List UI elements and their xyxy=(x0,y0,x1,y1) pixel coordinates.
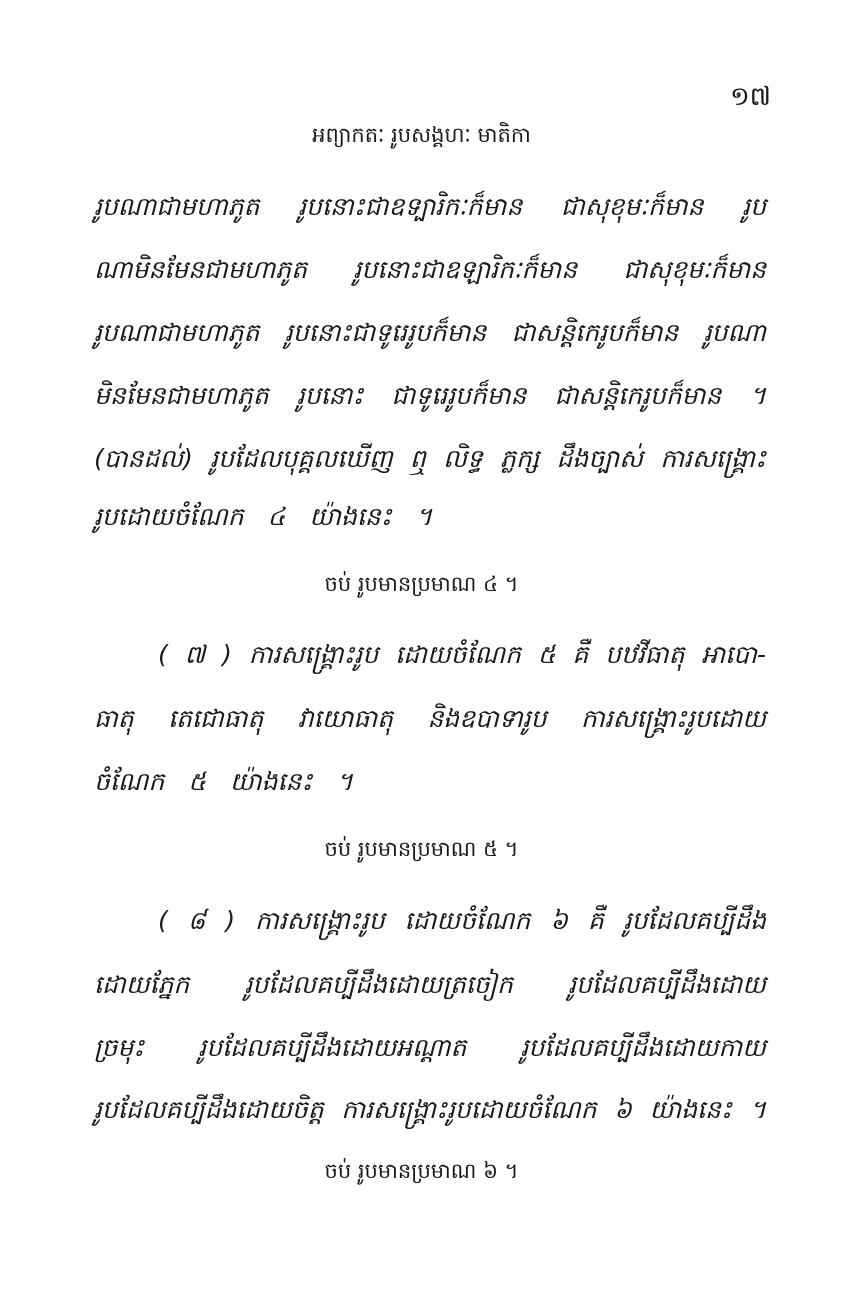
word: ជាសុខុមៈក៏មាន xyxy=(623,255,766,284)
paragraph-line xyxy=(94,381,766,417)
word: ) xyxy=(225,906,236,935)
word: ( xyxy=(158,906,168,935)
word: និងឧបាទារូប xyxy=(427,704,547,733)
word: រូបនោះជាទូរេរូបក៏មាន xyxy=(284,318,487,347)
word: រូប xyxy=(742,192,766,221)
word: លិទ្ធ xyxy=(443,444,483,473)
word: ចំណែក xyxy=(94,767,165,796)
word: យ៉ាងនេះ xyxy=(229,767,313,796)
word: ណាមិនមែនជាមហាភូត xyxy=(94,255,308,284)
paragraph-line xyxy=(94,192,766,228)
paragraph-line xyxy=(94,767,766,803)
word: ៧ xyxy=(184,640,206,669)
word: ឮ xyxy=(409,444,426,473)
word: យ៉ាងនេះ xyxy=(309,502,392,531)
word: រូបដែលគប្បីដឹងដោយចិត្ត xyxy=(94,1095,324,1124)
word: មិនមែនជាមហាភូត xyxy=(94,381,269,410)
word: វាយោធាតុ xyxy=(297,704,393,733)
paragraph-line xyxy=(158,906,766,942)
word: រូបដែលបុគ្គលឃើញ xyxy=(210,444,393,473)
paragraph-line xyxy=(158,640,766,676)
section-end: ចប់ រូបមានប្រមាណ ៦ ។ xyxy=(324,1159,519,1183)
word: រូបនោះជាឧឡារិកៈក៏មាន xyxy=(353,255,578,284)
word: ការសង្គ្រោះរូបដោយចំណែក xyxy=(341,1095,597,1124)
running-header: អព្យាកតៈ រូបសង្គហៈ មាតិកា xyxy=(312,123,531,147)
paragraph-line xyxy=(94,970,766,1006)
word: ៥ xyxy=(188,767,206,796)
word: រូបដែលគប្បីដឹងដោយត្រចៀក xyxy=(244,970,513,999)
word: ដឹងច្បាស់ xyxy=(556,444,643,473)
word: ។ xyxy=(749,381,766,410)
word: ៤ xyxy=(267,502,286,531)
paragraph-line xyxy=(94,318,766,354)
word: ។ xyxy=(749,1095,766,1124)
word: រូបណាជាមហាភូត xyxy=(94,192,260,221)
word: គឺ xyxy=(587,906,604,935)
word: អាបោ- xyxy=(701,640,766,669)
word: ច្រមុះ xyxy=(94,1033,145,1062)
word: ៥ xyxy=(537,640,556,669)
word: រូបដែលគប្បីដឹងដោយកាយ xyxy=(520,1033,766,1062)
paragraph-line xyxy=(94,704,766,740)
word: ដោយចំណែក xyxy=(404,906,531,935)
word: ជាទូរេរូបក៏មាន xyxy=(391,381,527,410)
word: ជាសន្តិកេរូបក៏មាន xyxy=(511,318,679,347)
word: ( xyxy=(158,640,168,669)
word: ការសង្គ្រោះរូប xyxy=(255,906,385,935)
word: រូបដែលគប្បីដឹងដោយអណ្តាត xyxy=(198,1033,467,1062)
word: រូបដែលគប្បីដឹងដោយ xyxy=(568,970,766,999)
word: គឺ xyxy=(572,640,589,669)
word: ៦ xyxy=(614,1095,632,1124)
page-number: ១៧ xyxy=(729,82,771,112)
word: រូបនោះជាឧទ្បារិកៈក៏មាន xyxy=(298,192,523,221)
paragraph-line xyxy=(94,502,766,538)
paragraph-line xyxy=(94,1095,766,1131)
paragraph-line xyxy=(94,1033,766,1069)
section-end: ចប់ រូបមានប្រមាណ ៤ ។ xyxy=(324,572,519,596)
word: ការសង្គ្រោះ xyxy=(660,444,766,473)
word: ។ xyxy=(336,767,353,796)
section-end: ចប់ រូបមានប្រមាណ ៥ ។ xyxy=(324,837,519,861)
word: រូបនោះ xyxy=(296,381,364,410)
word: ដោយចំណែក xyxy=(395,640,521,669)
word: ការសង្គ្រោះរូបដោយ xyxy=(580,704,766,733)
word: បឋវីធាតុ xyxy=(605,640,685,669)
paragraph-line xyxy=(94,255,766,291)
word: ភ្លក្ស xyxy=(500,444,540,473)
word: ការសង្គ្រោះរូប xyxy=(248,640,379,669)
word: ជាសន្តិកេរូបក៏មាន xyxy=(554,381,722,410)
word: ធាតុ xyxy=(94,704,134,733)
word: ) xyxy=(222,640,232,669)
word: ដោយភ្នែក xyxy=(94,970,190,999)
word: ៦ xyxy=(550,906,568,935)
word: រូបណាជាមហាភូត xyxy=(94,318,260,347)
paragraph-line xyxy=(94,444,766,480)
word: (បានដល់) xyxy=(94,444,193,473)
word: ៨ xyxy=(187,906,206,935)
word: យ៉ាងនេះ xyxy=(649,1095,732,1124)
word: រូបដោយចំណែក xyxy=(94,502,244,531)
word: រូបដែលគប្បីដឹង xyxy=(623,906,766,935)
word: តេជោធាតុ xyxy=(168,704,264,733)
word: រូបណា xyxy=(703,318,766,347)
word: ជាសុខុមៈក៏មាន xyxy=(560,192,704,221)
word: ។ xyxy=(415,502,433,531)
